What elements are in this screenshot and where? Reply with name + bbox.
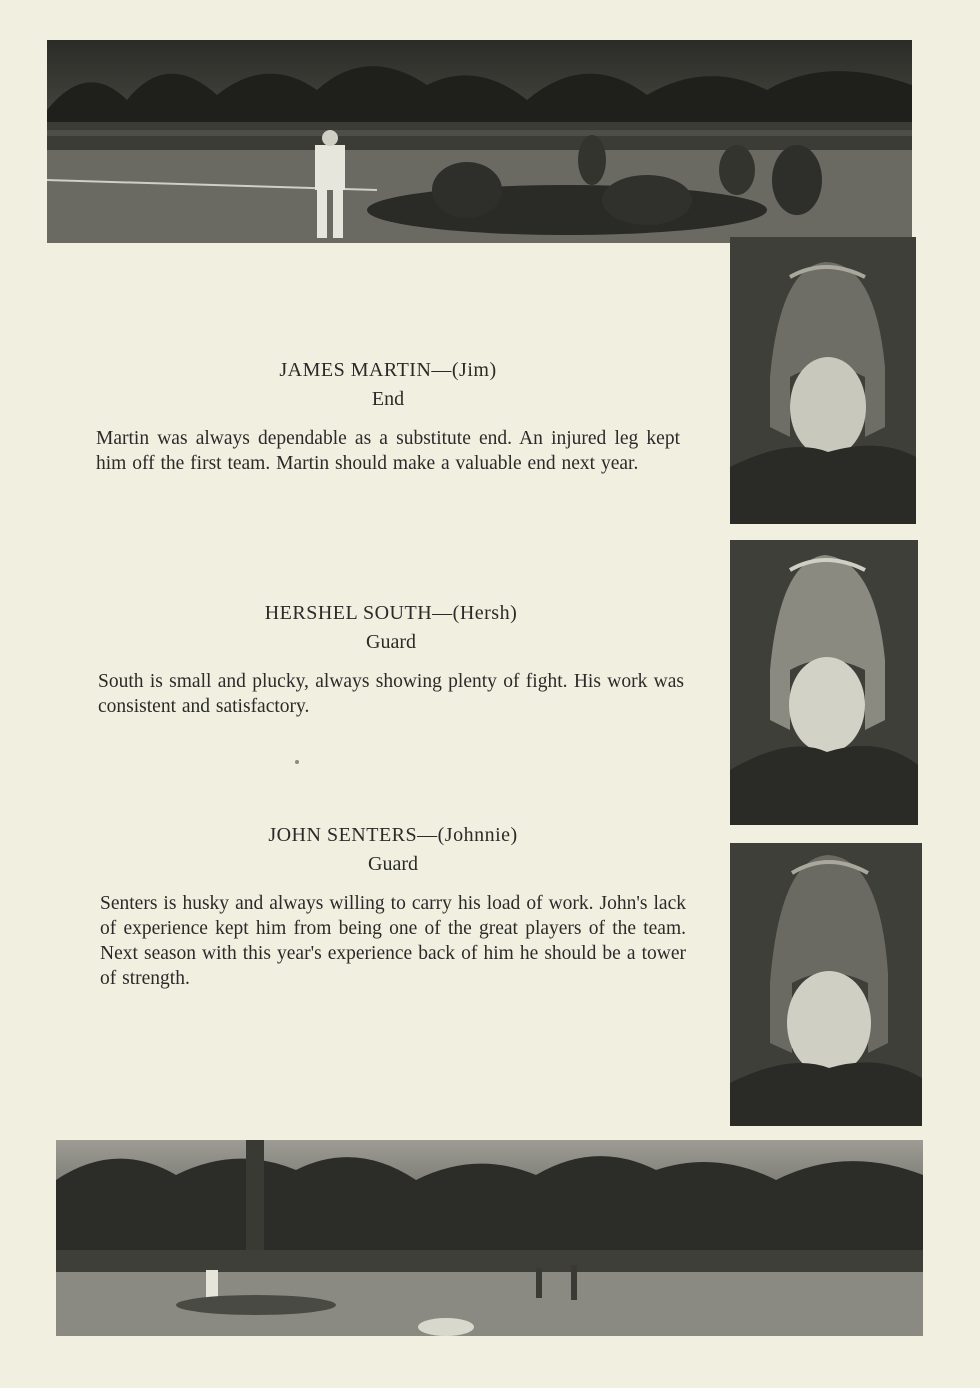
paper-speck (295, 760, 299, 764)
player-description: Senters is husky and always willing to carry his load of work. John's lack of experience kept him from being one of the great players of the team. Next season with this year's experience back of him he should be a tower of strength. (100, 893, 686, 989)
player-description: Martin was always dependable as a substitute end. An injured leg kept him off the first team. Martin should make a valuable end next year. (96, 428, 680, 474)
top-football-game-photo (47, 40, 912, 243)
player-bio-hershel-south (98, 600, 684, 719)
player-bio-john-senters (100, 822, 686, 991)
player-description: South is small and plucky, always showing plenty of fight. His work was consistent and satisfactory. (98, 671, 684, 717)
player-position: End (371, 388, 405, 410)
portrait-john-senters (730, 843, 922, 1126)
player-position: Guard (368, 853, 418, 875)
portrait-hershel-south (730, 540, 918, 825)
player-name: HERSHEL SOUTH—(Hersh) (264, 602, 518, 624)
player-position: Guard (366, 631, 416, 653)
bottom-football-game-photo (56, 1140, 923, 1336)
portrait-james-martin (730, 237, 916, 524)
player-name: JOHN SENTERS—(Johnnie) (268, 824, 518, 846)
player-name: JAMES MARTIN—(Jim) (279, 359, 497, 381)
player-bio-james-martin (96, 357, 680, 476)
